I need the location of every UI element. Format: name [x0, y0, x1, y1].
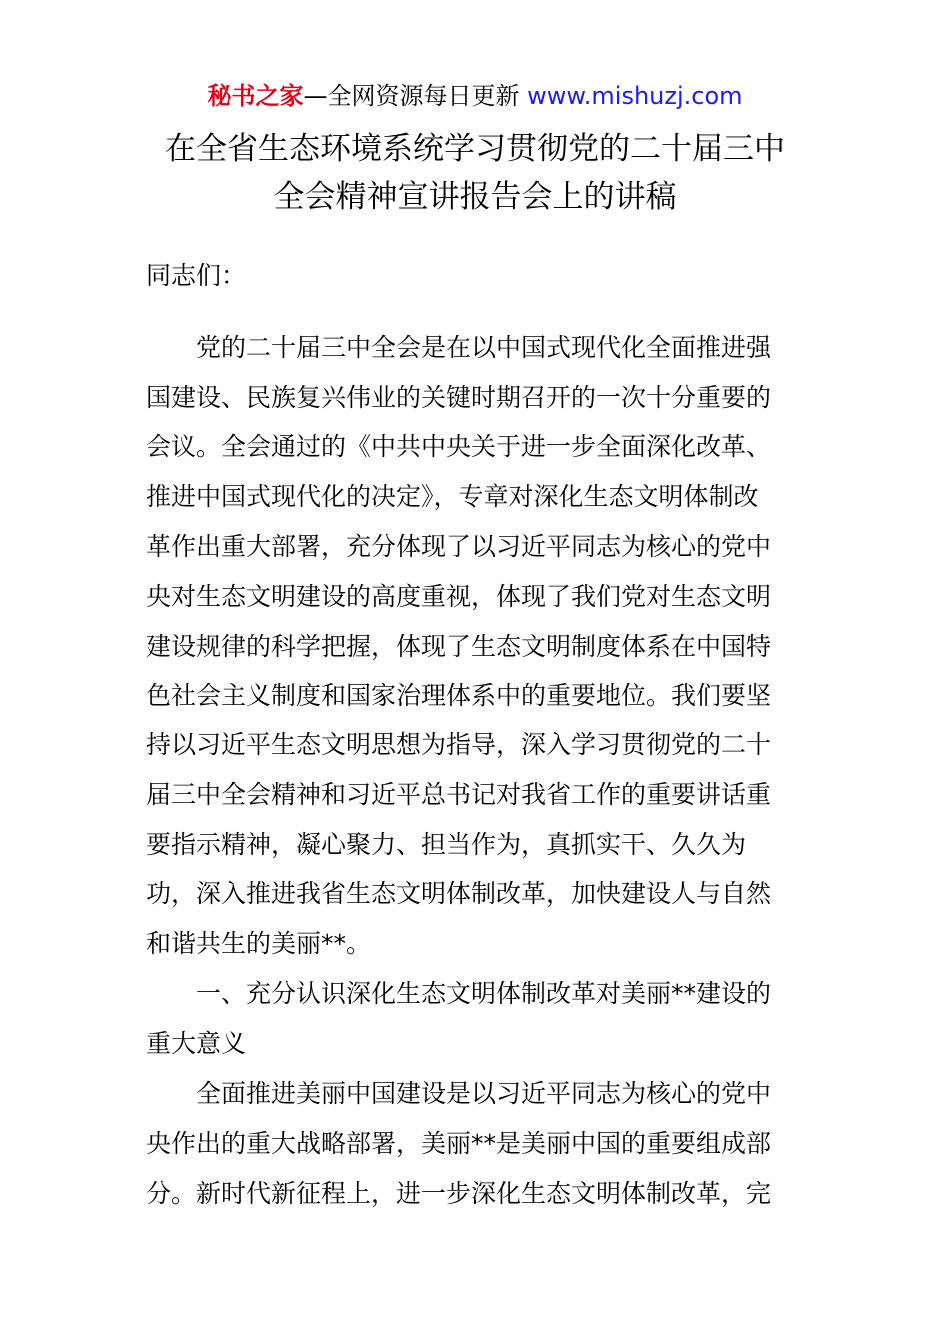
paragraph-line: 央对生态文明建设的高度重视，体现了我们党对生态文明 [146, 582, 772, 611]
paragraph-line: 持以习近平生态文明思想为指导，深入学习贯彻党的二十 [146, 730, 772, 759]
site-banner [0, 80, 950, 112]
paragraph-line: 推进中国式现代化的决定》，专章对深化生态文明体制改 [146, 482, 759, 511]
site-tagline: —全网资源每日更新 [303, 82, 520, 110]
paragraph-line: 全面推进美丽中国建设是以习近平同志为核心的党中 [196, 1079, 772, 1108]
paragraph-line: 要指示精神，凝心聚力、担当作为，真抓实干、久久为 [146, 830, 747, 859]
paragraph-line: 色社会主义制度和国家治理体系中的重要地位。我们要坚 [146, 681, 772, 710]
paragraph-line: 重大意义 [146, 1029, 247, 1058]
paragraph-line: 革作出重大部署，充分体现了以习近平同志为核心的党中 [146, 532, 772, 561]
paragraph-line: 功，深入推进我省生态文明体制改革，加快建设人与自然 [146, 879, 772, 908]
paragraph-line: 央作出的重大战略部署，美丽**是美丽中国的重要组成部 [146, 1129, 772, 1158]
paragraph-line: 分。新时代新征程上，进一步深化生态文明体制改革，完 [146, 1179, 772, 1208]
paragraph-line: 党的二十届三中全会是在以中国式现代化全面推进强 [196, 333, 772, 362]
document-title-line-2: 全会精神宣讲报告会上的讲稿 [273, 179, 677, 215]
site-brand: 秘书之家 [207, 82, 304, 110]
paragraph-line: 会议。全会通过的《中共中央关于进一步全面深化改革、 [146, 432, 772, 461]
paragraph-line: 一、充分认识深化生态文明体制改革对美丽**建设的 [196, 979, 772, 1008]
site-url-link[interactable]: www.mishuzj.com [527, 82, 743, 110]
document-title-line-1: 在全省生态环境系统学习贯彻党的二十届三中 [165, 131, 785, 167]
paragraph-line: 国建设、民族复兴伟业的关键时期召开的一次十分重要的 [146, 383, 772, 412]
paragraph-line: 建设规律的科学把握，体现了生态文明制度体系在中国特 [146, 632, 772, 661]
paragraph-line: 和谐共生的美丽**。 [146, 929, 372, 958]
paragraph-line: 届三中全会精神和习近平总书记对我省工作的重要讲话重 [146, 780, 772, 809]
salutation: 同志们： [146, 261, 247, 290]
